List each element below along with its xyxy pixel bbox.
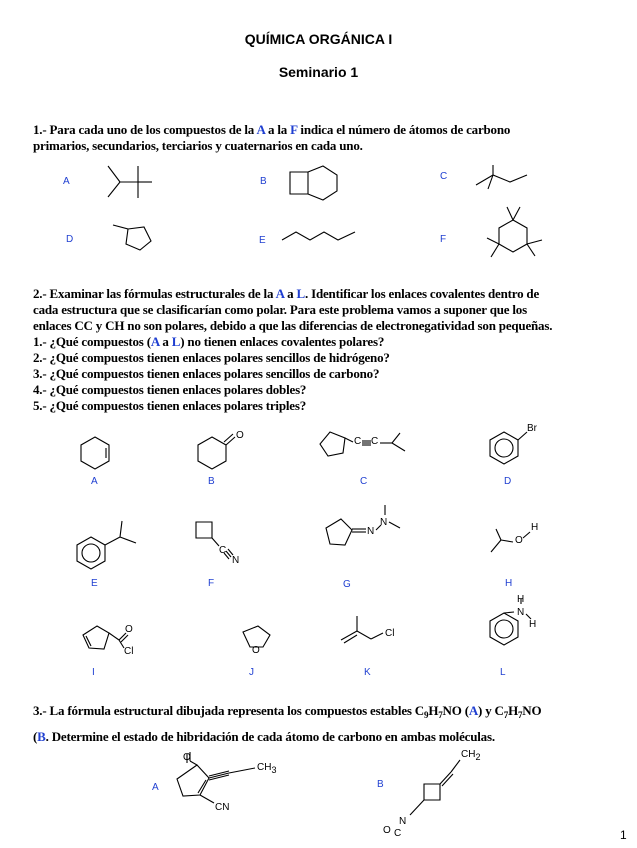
q3-line1: 3.- La fórmula estructural dibujada representa los compuestos estables $C_9H_7NO$ (A) y $C_7H_7NO$	[33, 703, 542, 720]
atom-c-isocyanate: C	[394, 828, 402, 839]
q2-structure-d	[490, 432, 527, 464]
atom-br: Br	[527, 423, 537, 434]
q1-label-d: D	[66, 234, 74, 245]
q1-structure-c	[476, 165, 527, 189]
q3-structure-b	[410, 760, 460, 815]
atom-h-aniline-1: H	[517, 594, 525, 605]
q1-structure-f	[487, 207, 542, 257]
q3-line2: (B. Determine el estado de hibridación de cada átomo de carbono en ambas moléculas.	[33, 729, 495, 744]
q2-label-i: I	[92, 667, 95, 678]
atom-o-acyl: O	[125, 624, 133, 635]
seminar-title: Seminario 1	[278, 64, 359, 80]
q1-label-c: C	[440, 171, 448, 182]
q2-label-b: B	[208, 476, 215, 487]
q2-label-f: F	[208, 578, 215, 589]
q2-label-c: C	[360, 476, 368, 487]
q2-label-g: G	[343, 579, 351, 590]
q1-structure-e	[282, 232, 355, 240]
atom-n-hydrazone-1: N	[367, 526, 375, 537]
atom-ch3: CH3	[257, 762, 277, 775]
atom-n-nitrile: N	[232, 555, 240, 566]
q2-sub-1: 1.- ¿Qué compuestos (A a L) no tienen enlaces covalentes polares?	[33, 334, 385, 349]
atom-h-aniline-2: H	[529, 619, 537, 630]
q2-structure-e	[77, 521, 136, 569]
atom-c-nitrile: C	[219, 545, 227, 556]
q2-label-e: E	[91, 578, 98, 589]
q3-structure-a	[177, 752, 255, 803]
q1-line2: primarios, secundarios, terciarios y cuaternarios en cada uno.	[33, 138, 363, 153]
q2-label-d: D	[504, 476, 512, 487]
atom-o-ketone: O	[183, 752, 191, 763]
q2-sub-5: 5.- ¿Qué compuestos tienen enlaces polares triples?	[33, 398, 307, 413]
q1-structure-d	[113, 225, 151, 250]
q2-structure-a	[81, 437, 109, 469]
atom-cn: CN	[215, 802, 230, 813]
q2-structure-f	[196, 522, 233, 559]
q2-structure-h	[491, 529, 530, 552]
q1-structure-a	[108, 166, 152, 198]
q2-label-l: L	[500, 667, 506, 678]
q2-label-a: A	[91, 476, 98, 487]
q2-structure-l	[490, 599, 531, 645]
q2-sub-2: 2.- ¿Qué compuestos tienen enlaces polares sencillos de hidrógeno?	[33, 350, 390, 365]
q2-structure-b	[198, 434, 235, 469]
q1-label-e: E	[259, 235, 266, 246]
atom-o-thf: O	[252, 645, 260, 656]
atom-c-alkyne-1: C	[354, 436, 362, 447]
atom-h-alcohol: H	[531, 522, 539, 533]
q2-structure-j	[243, 626, 270, 647]
q1-label-f: F	[440, 234, 447, 245]
atom-o-cyclohexanone: O	[236, 430, 244, 441]
q1-line1: 1.- Para cada uno de los compuestos de la A a la F indica el número de átomos de carbono	[33, 122, 511, 137]
q2-line2: cada estructura que se clasificarían como polar. Para este problema vamos a suponer que los	[33, 302, 527, 317]
q3-label-b: B	[377, 779, 384, 790]
course-title: QUÍMICA ORGÁNICA I	[244, 31, 393, 47]
atom-cl-acyl: Cl	[124, 646, 134, 657]
q2-line1: 2.- Examinar las fórmulas estructurales de la A a L. Identificar los enlaces covalentes dentro de	[33, 286, 540, 301]
q2-structure-g	[326, 505, 400, 545]
atom-o-alcohol: O	[515, 535, 523, 546]
q2-sub-3: 3.- ¿Qué compuestos tienen enlaces polares sencillos de carbono?	[33, 366, 380, 381]
atom-c-alkyne-2: C	[371, 436, 379, 447]
q2-label-j: J	[249, 667, 254, 678]
atom-n-aniline: N	[517, 607, 525, 618]
q2-sub-4: 4.- ¿Qué compuestos tienen enlaces polares dobles?	[33, 382, 307, 397]
page-number: 1	[620, 828, 627, 842]
q2-structure-i	[83, 626, 128, 649]
q2-structure-k	[341, 616, 383, 643]
q2-label-h: H	[505, 578, 513, 589]
atom-n-hydrazone-2: N	[380, 517, 388, 528]
atom-cl-allyl: Cl	[385, 628, 395, 639]
q1-label-a: A	[63, 176, 70, 187]
q3-label-a: A	[152, 782, 159, 793]
q2-line3: enlaces CC y CH no son polares, debido a que las diferencias de electronegatividad son pequeñas.	[33, 318, 553, 333]
q1-structure-b	[290, 166, 337, 200]
atom-ch2: CH2	[461, 749, 481, 762]
q1-label-b: B	[260, 176, 267, 187]
q2-label-k: K	[364, 667, 371, 678]
atom-n-isocyanate: N	[399, 816, 407, 827]
q2-structure-c	[320, 432, 405, 456]
atom-o-isocyanate: O	[383, 825, 391, 836]
